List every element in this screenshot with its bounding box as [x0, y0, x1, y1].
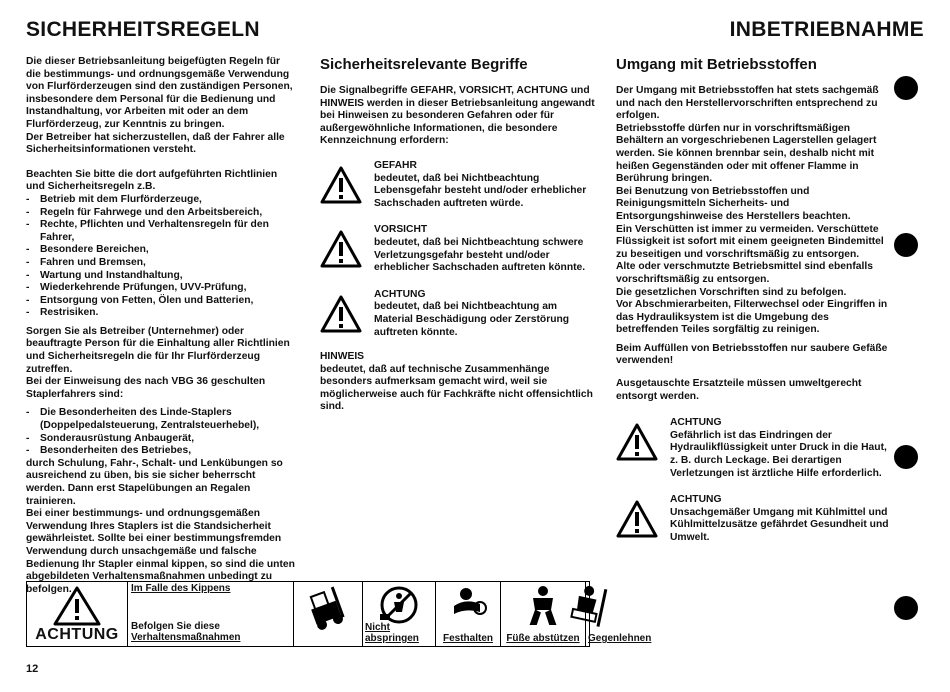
banner-warning-word: ACHTUNG — [35, 626, 119, 643]
step-label-brace-feet: Füße abstützen — [506, 633, 580, 644]
paragraph: Die Signalbegriffe GEFAHR, VORSICHT, ACHTUNG und HINWEIS werden in dieser Betriebsanleitung angewandt bei Hinweisen zu besonderen Gefahren oder für außergewöhnliche Informationen, die besondere Kennzeichnung erfordern: — [320, 85, 595, 147]
warning-title: ACHTUNG — [374, 288, 426, 300]
banner-instructions — [128, 582, 294, 646]
list-item: - Betrieb mit dem Flurförderzeuge, — [26, 194, 296, 207]
hold-on-icon — [446, 584, 490, 624]
warning-block-coolant — [616, 494, 892, 544]
brace-feet-icon — [523, 584, 563, 628]
banner-follow-line2: Verhaltensmaßnahmen — [131, 632, 241, 643]
paragraph: Bei einer bestimmungs- und ordnungsgemäßen Verwendung Ihres Staplers ist die Standsicherheit gewährleistet. Sollte bei einer bestimmungsfremden Verwendung durch unsachgemäße und falsche Bedienung Ihr Stapler einmal kippen, so sind die unten abgebildeten Verhaltensmaßnahmen unbedingt zu befolgen. — [26, 508, 295, 595]
paragraph: Ein Verschütten ist immer zu vermeiden. Verschüttete Flüssigkeit ist sofort mit einem geeigneten Bindemittel zu beseitigen und vorschriftsmäßig zu entsorgen. — [616, 223, 884, 260]
tipping-forklift-icon — [303, 584, 353, 634]
list-item: - Sonderausrüstung Anbaugerät, — [26, 433, 296, 446]
warning-block-achtung — [320, 289, 596, 339]
warning-block-gefahr — [320, 160, 596, 210]
banner-follow-line1: Befolgen Sie diese — [131, 621, 220, 632]
list-item: - Die Besonderheiten des Linde-Staplers (Doppelpedalsteuerung, Zentralsteuerhebel), — [26, 407, 296, 432]
paragraph: Bei der Einweisung des nach VBG 36 geschulten Staplerfahrers sind: — [26, 376, 266, 400]
paragraph: durch Schulung, Fahr-, Schalt- und Lenkübungen so ausreichend zu üben, bis sie sicher beherrscht werden. Dann erst Stapelübungen an Regalen trainieren. — [26, 457, 283, 507]
warning-title: ACHTUNG — [670, 494, 722, 506]
step-label-no-jump: Nicht abspringen — [365, 622, 419, 644]
warning-text: Unsachgemäßer Umgang mit Kühlmittel und Kühlmittelzusätze gefährdet Gesundheit und Umwelt. — [670, 506, 889, 543]
warning-text: bedeutet, daß bei Nichtbeachtung am Material Beschädigung oder Zerstörung auftreten könnte. — [374, 301, 570, 338]
list-item: - Entsorgung von Fetten, Ölen und Batterien, — [26, 295, 296, 308]
list-item: - Besondere Bereichen, — [26, 244, 296, 257]
paragraph: Sorgen Sie als Betreiber (Unternehmer) oder beauftragte Person für die Einhaltung aller Richtlinien und Sicherheitsregeln die für Ihr Flurförderzeug zutreffen. — [26, 325, 290, 375]
tipping-instructions-banner — [26, 581, 652, 647]
banner-step-tipping — [294, 582, 363, 646]
warning-block-vorsicht — [320, 224, 596, 274]
banner-warning — [27, 582, 128, 646]
list-item: - Fahren und Bremsen, — [26, 257, 296, 270]
lean-against-icon — [566, 584, 610, 628]
warning-text: Gefährlich ist das Eindringen der Hydraulikflüssigkeit unter Druck in die Haut, z. B. durch Leckage. Bei derartigen Verletzungen ist ärztliche Hilfe erforderlich. — [670, 429, 887, 479]
paragraph: Der Umgang mit Betriebsstoffen hat stets sachgemäß und nach den Herstellervorschriften entsprechend zu erfolgen. — [616, 85, 879, 122]
paragraph: Die gesetzlichen Vorschriften sind zu befolgen. — [616, 286, 847, 298]
column-operating-fluids — [616, 56, 892, 553]
paragraph: Beachten Sie bitte die dort aufgeführten Richtlinien und Sicherheitsregeln z.B. — [26, 168, 278, 193]
margin-dot — [894, 596, 918, 620]
warning-text: bedeutet, daß bei Nichtbeachtung Lebensgefahr besteht und/oder erheblicher Sachschaden auftreten würde. — [374, 172, 587, 209]
warning-triangle-icon — [53, 586, 101, 626]
warning-title: VORSICHT — [374, 224, 428, 236]
warning-triangle-icon — [616, 500, 658, 538]
paragraph: Betriebsstoffe dürfen nur in vorschriftsmäßigen Behältern an vorgeschriebenen Lagerstellen gelagert werden. Sie können brennbar sein, deshalb nicht mit heißen Gegenständen oder mit offener Flamme in Berührung bringen. — [616, 122, 877, 185]
paragraph: Der Betreiber hat sicherzustellen, daß der Fahrer alle Sicherheitsinformationen versteht. — [26, 131, 285, 156]
paragraph: Ausgetauschte Ersatzteile müssen umweltgerecht entsorgt werden. — [616, 378, 862, 402]
step-label-hold: Festhalten — [442, 633, 493, 644]
no-jump-icon — [376, 584, 422, 626]
training-list — [26, 407, 296, 457]
warning-title: GEFAHR — [374, 159, 417, 171]
rules-list — [26, 194, 296, 320]
column-safety-terms — [320, 56, 596, 420]
list-item: - Restrisiken. — [26, 307, 296, 320]
list-item: - Rechte, Pflichten und Verhaltensregeln für den Fahrer, — [26, 219, 296, 244]
banner-case-title: Im Falle des Kippens — [131, 583, 231, 594]
list-item: - Wiederkehrende Prüfungen, UVV-Prüfung, — [26, 282, 296, 295]
paragraph: Die dieser Betriebsanleitung beigefügten Regeln für die bestimmungs- und ordnungsgemäße Verwendung von Flurförderzeugen sind den zuständigen Personen, insbesondere dem Personal für die Bedienung und Instandhaltung, vor Arbeiten mit oder an dem Flurförderzeug, zur Kenntnis zu bringen. — [26, 56, 293, 130]
warning-triangle-icon — [320, 166, 362, 204]
paragraph: Alte oder verschmutzte Betriebsmittel sind ebenfalls vorschriftsmäßig zu entsorgen. — [616, 261, 873, 285]
banner-step-hold — [436, 582, 501, 646]
margin-dot — [894, 233, 918, 257]
warning-triangle-icon — [616, 423, 658, 461]
margin-dot — [894, 445, 918, 469]
header-left-title: SICHERHEITSREGELN — [26, 18, 260, 41]
header-right-title: INBETRIEBNAHME — [729, 18, 924, 41]
warning-title: ACHTUNG — [670, 417, 722, 429]
warning-block-hydraulic — [616, 417, 892, 480]
paragraph: Bei Benutzung von Betriebsstoffen und Reinigungsmitteln Sicherheits- und Entsorgungshinweise des Herstellers beachten. — [616, 185, 851, 222]
warning-triangle-icon — [320, 295, 362, 333]
margin-dot — [894, 76, 918, 100]
paragraph: Beim Auffüllen von Betriebsstoffen nur saubere Gefäße verwenden! — [616, 342, 888, 367]
warning-text: bedeutet, daß bei Nichtbeachtung schwere Verletzungsgefahr besteht und/oder erheblicher Sachschaden auftreten könnte. — [374, 236, 586, 274]
warning-triangle-icon — [320, 230, 362, 268]
hinweis-title: HINWEIS — [320, 351, 365, 363]
list-item: - Wartung und Instandhaltung, — [26, 270, 296, 283]
banner-step-jump — [363, 582, 436, 646]
section-heading: Umgang mit Betriebsstoffen — [616, 56, 817, 73]
hinweis-text: bedeutet, daß auf technische Zusammenhänge besonders aufmerksam gemacht wird, weil sie möglicherweise auch für Fachkräfte nicht offensichtlich sind. — [320, 363, 593, 413]
page-number: 12 — [26, 663, 39, 675]
section-heading: Sicherheitsrelevante Begriffe — [320, 56, 528, 73]
list-item: - Regeln für Fahrwege und den Arbeitsbereich, — [26, 207, 296, 220]
paragraph: Vor Abschmierarbeiten, Filterwechsel oder Eingriffen in das Hydrauliksystem ist die Umgebung des betreffenden Teiles sorgfältig zu reinigen. — [616, 299, 888, 336]
banner-step-lean: Gegenlehnen — [586, 582, 589, 646]
column-safety-rules — [26, 56, 296, 602]
list-item: - Besonderheiten des Betriebes, — [26, 445, 296, 458]
